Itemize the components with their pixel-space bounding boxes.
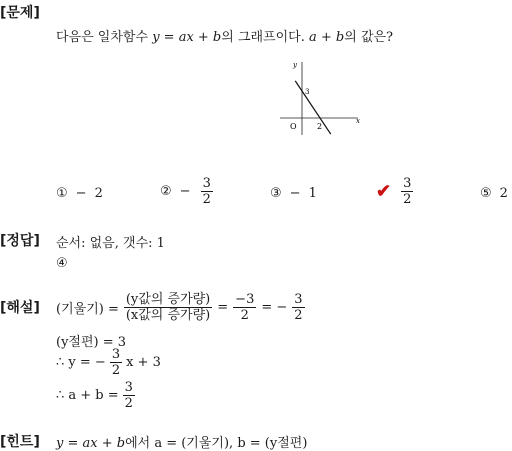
choice-2-num: 3 xyxy=(202,176,211,191)
hint-formula: y = ax + b xyxy=(56,436,126,451)
therefore-1-post: x + 3 xyxy=(126,355,161,370)
choice-1-mark: ① xyxy=(56,186,68,201)
slope-word: (기울기) = xyxy=(56,302,119,317)
therefore-line-1 xyxy=(56,347,161,378)
explanation-label: [해설] xyxy=(0,300,40,316)
origin-label: O xyxy=(290,122,297,131)
therefore-1-num: 3 xyxy=(111,347,121,362)
choice-2-den: 2 xyxy=(202,192,211,207)
slope-definition-num: (y값의 증가량) xyxy=(125,292,211,307)
choice-4-check-icon: ✔ xyxy=(376,181,392,202)
slope-eq-2: = − xyxy=(261,300,288,315)
y-intercept-label: 3 xyxy=(305,88,310,96)
therefore-2-num: 3 xyxy=(124,380,133,395)
hint-a-part: a = (기울기), xyxy=(154,436,234,451)
slope-fraction-2 xyxy=(292,292,304,323)
function-line xyxy=(295,81,331,134)
problem-ask: a + b xyxy=(309,30,345,45)
therefore-1-den: 2 xyxy=(111,363,121,378)
hint-text xyxy=(56,432,307,451)
choice-3-mark: ③ xyxy=(270,186,282,201)
hint-text-1: 에서 xyxy=(125,436,151,451)
slope-fraction-2-den: 2 xyxy=(294,308,303,323)
choice-1-sign: − xyxy=(75,186,87,201)
hint-b-part: b = (y절편) xyxy=(237,436,308,451)
answer-meta: 순서: 없음, 갯수: 1 xyxy=(56,236,165,251)
problem-label: [문제] xyxy=(0,5,40,21)
slope-fraction-1-num: −3 xyxy=(235,292,255,307)
problem-statement xyxy=(56,26,393,45)
choice-2-fraction xyxy=(201,176,213,207)
choice-2-sign: − xyxy=(179,184,191,199)
slope-definition-fraction xyxy=(124,292,212,323)
slope-fraction-1-den: 2 xyxy=(240,308,249,323)
explanation-slope-line xyxy=(56,292,307,323)
therefore-line-2 xyxy=(56,380,137,411)
choice-2[interactable] xyxy=(160,176,215,207)
therefore-2-pre: ∴ a + b = xyxy=(56,388,119,403)
hint-label: [힌트] xyxy=(0,434,40,450)
choice-4[interactable] xyxy=(376,176,415,207)
choice-4-num: 3 xyxy=(403,176,412,191)
choice-1[interactable] xyxy=(56,186,103,201)
choice-5[interactable] xyxy=(480,186,508,201)
x-axis-label: x xyxy=(356,117,360,125)
choice-3-sign: − xyxy=(289,186,301,201)
slope-definition-den: (x값의 증가량) xyxy=(125,308,211,323)
therefore-2-fraction xyxy=(123,380,135,411)
choice-3-value: 1 xyxy=(308,186,317,201)
problem-post: 의 값은? xyxy=(344,30,394,45)
choice-2-mark: ② xyxy=(160,184,172,199)
slope-fraction-1 xyxy=(233,292,256,323)
problem-formula: y = ax + b xyxy=(152,30,222,45)
slope-fraction-2-num: 3 xyxy=(294,292,303,307)
problem-mid: 의 그래프이다. xyxy=(221,30,305,45)
x-intercept-label: 2 xyxy=(317,122,323,131)
choice-1-value: 2 xyxy=(94,186,103,201)
slope-eq: = xyxy=(217,300,229,315)
problem-pre: 다음은 일차함수 xyxy=(56,30,149,45)
y-axis-label: y xyxy=(293,61,297,69)
answer-value: ④ xyxy=(56,256,68,271)
choice-4-fraction xyxy=(401,176,413,207)
linear-function-graph xyxy=(276,58,366,138)
answer-label: [정답] xyxy=(0,233,40,249)
therefore-2-den: 2 xyxy=(124,396,133,411)
choice-5-value: 2 xyxy=(499,186,508,201)
choice-3[interactable] xyxy=(270,186,317,201)
y-intercept-line: (y절편) = 3 xyxy=(56,335,127,350)
choice-5-mark: ⑤ xyxy=(480,186,492,201)
therefore-1-fraction xyxy=(110,347,122,378)
therefore-1-pre: ∴ y = − xyxy=(56,355,106,370)
choice-4-den: 2 xyxy=(403,192,412,207)
